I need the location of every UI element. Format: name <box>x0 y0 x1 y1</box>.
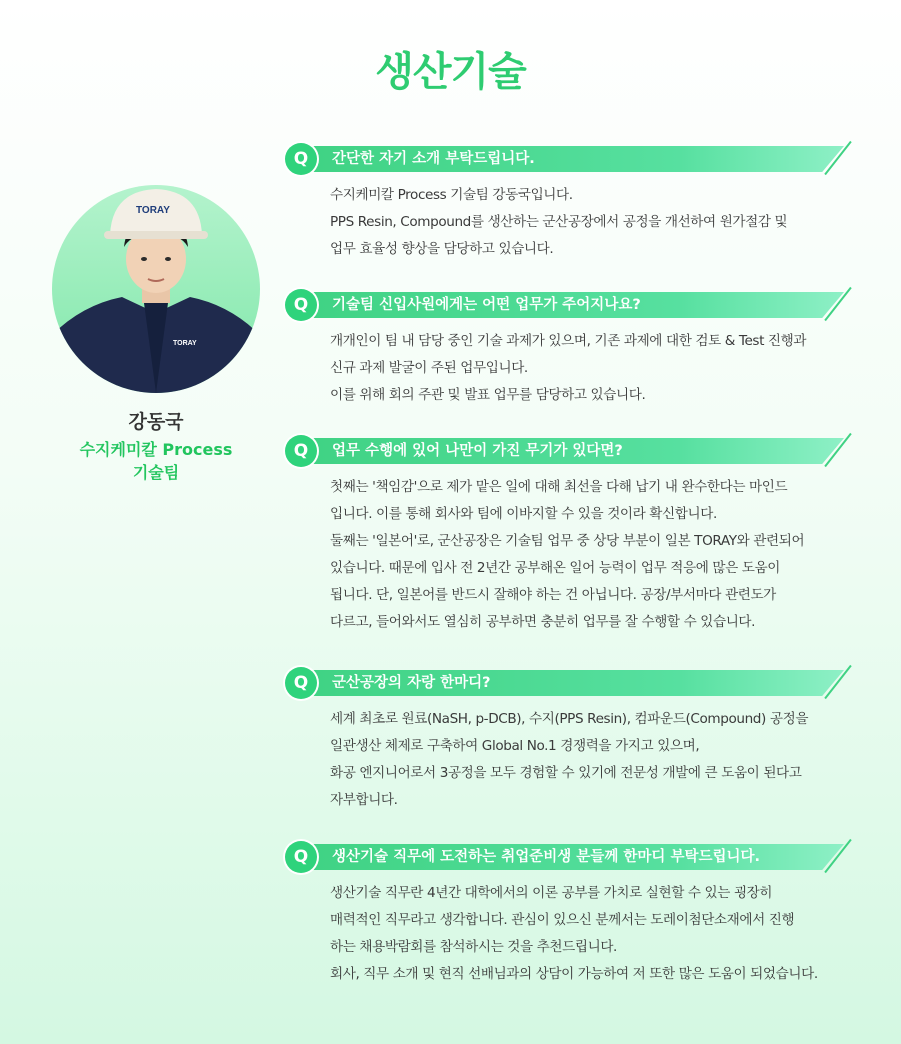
answer-line: 생산기술 직무란 4년간 대학에서의 이론 공부를 가치로 실현할 수 있는 굉장히 <box>330 885 773 901</box>
question-bar <box>285 437 865 465</box>
answer-line: 이를 위해 회의 주관 및 발표 업무를 담당하고 있습니다. <box>330 387 646 403</box>
helmet-logo-text: TORAY <box>136 205 170 216</box>
answer-text <box>330 328 850 409</box>
qa-block <box>285 145 865 263</box>
question-bar <box>285 669 865 697</box>
jacket-logo-text: TORAY <box>173 340 197 347</box>
answer-line: 일관생산 체제로 구축하여 Global No.1 경쟁력을 가지고 있으며, <box>330 738 700 754</box>
qa-block <box>285 437 865 636</box>
answer-line: 세계 최초로 원료(NaSH, p-DCB), 수지(PPS Resin), 컴파운드(Compound) 공정을 <box>330 711 809 727</box>
q-badge: Q <box>285 435 317 467</box>
question-bar <box>285 145 865 173</box>
question-text: 업무 수행에 있어 나만이 가진 무기가 있다면? <box>332 443 623 459</box>
answer-line: 자부합니다. <box>330 792 398 808</box>
answer-line: 개개인이 팀 내 담당 중인 기술 과제가 있으며, 기존 과제에 대한 검토 & Test 진행과 <box>330 333 807 349</box>
answer-line: 업무 효율성 향상을 담당하고 있습니다. <box>330 241 554 257</box>
question-bar <box>285 291 865 319</box>
answer-line: 입니다. 이를 통해 회사와 팀에 이바지할 수 있을 것이라 확신합니다. <box>330 506 717 522</box>
answer-line: 첫째는 '책임감'으로 제가 맡은 일에 대해 최선을 다해 납기 내 완수한다는 마인드 <box>330 479 788 495</box>
q-badge: Q <box>285 143 317 175</box>
qa-block <box>285 843 865 988</box>
answer-line: 있습니다. 때문에 입사 전 2년간 공부해온 일어 능력이 업무 적응에 많은 도움이 <box>330 560 780 576</box>
answer-line: 다르고, 들어와서도 열심히 공부하면 충분히 업무를 잘 수행할 수 있습니다. <box>330 614 756 630</box>
profile-name: 강동국 <box>128 411 184 433</box>
question-text: 군산공장의 자랑 한마디? <box>332 675 491 691</box>
qa-block <box>285 669 865 814</box>
profile-card <box>52 185 260 484</box>
profile-dept-line2: 기술팀 <box>132 463 180 482</box>
question-text: 생산기술 직무에 도전하는 취업준비생 분들께 한마디 부탁드립니다. <box>332 849 760 865</box>
qa-block <box>285 291 865 409</box>
answer-line: 둘째는 '일본어'로, 군산공장은 기술팀 업무 중 상당 부분이 일본 TORAY와 관련되어 <box>330 533 805 549</box>
q-badge: Q <box>285 841 317 873</box>
question-text: 기술팀 신입사원에게는 어떤 업무가 주어지나요? <box>332 297 641 313</box>
answer-line: 회사, 직무 소개 및 현직 선배님과의 상담이 가능하여 저 또한 많은 도움이 되었습니다. <box>330 966 818 982</box>
answer-line: 신규 과제 발굴이 주된 업무입니다. <box>330 360 528 376</box>
answer-text <box>330 474 850 636</box>
answer-text <box>330 880 850 988</box>
answer-text <box>330 182 850 263</box>
answer-text <box>330 706 850 814</box>
answer-line: 하는 채용박람회를 참석하시는 것을 추천드립니다. <box>330 939 617 955</box>
q-badge: Q <box>285 289 317 321</box>
profile-dept <box>52 438 260 484</box>
page-title: 생산기술 <box>375 49 526 95</box>
q-badge: Q <box>285 667 317 699</box>
profile-dept-line1: 수지케미칼 Process <box>79 440 233 459</box>
question-bar <box>285 843 865 871</box>
answer-line: 수지케미칼 Process 기술팀 강동국입니다. <box>330 187 573 203</box>
answer-line: 화공 엔지니어로서 3공정을 모두 경험할 수 있기에 전문성 개발에 큰 도움이 된다고 <box>330 765 802 781</box>
answer-line: 됩니다. 단, 일본어를 반드시 잘해야 하는 건 아닙니다. 공장/부서마다 관련도가 <box>330 587 776 603</box>
question-text: 간단한 자기 소개 부탁드립니다. <box>332 151 535 167</box>
person-illustration <box>52 185 260 393</box>
answer-line: PPS Resin, Compound를 생산하는 군산공장에서 공정을 개선하여 원가절감 및 <box>330 214 788 230</box>
profile-photo <box>52 185 260 393</box>
answer-line: 매력적인 직무라고 생각합니다. 관심이 있으신 분께서는 도레이첨단소재에서 진행 <box>330 912 795 928</box>
